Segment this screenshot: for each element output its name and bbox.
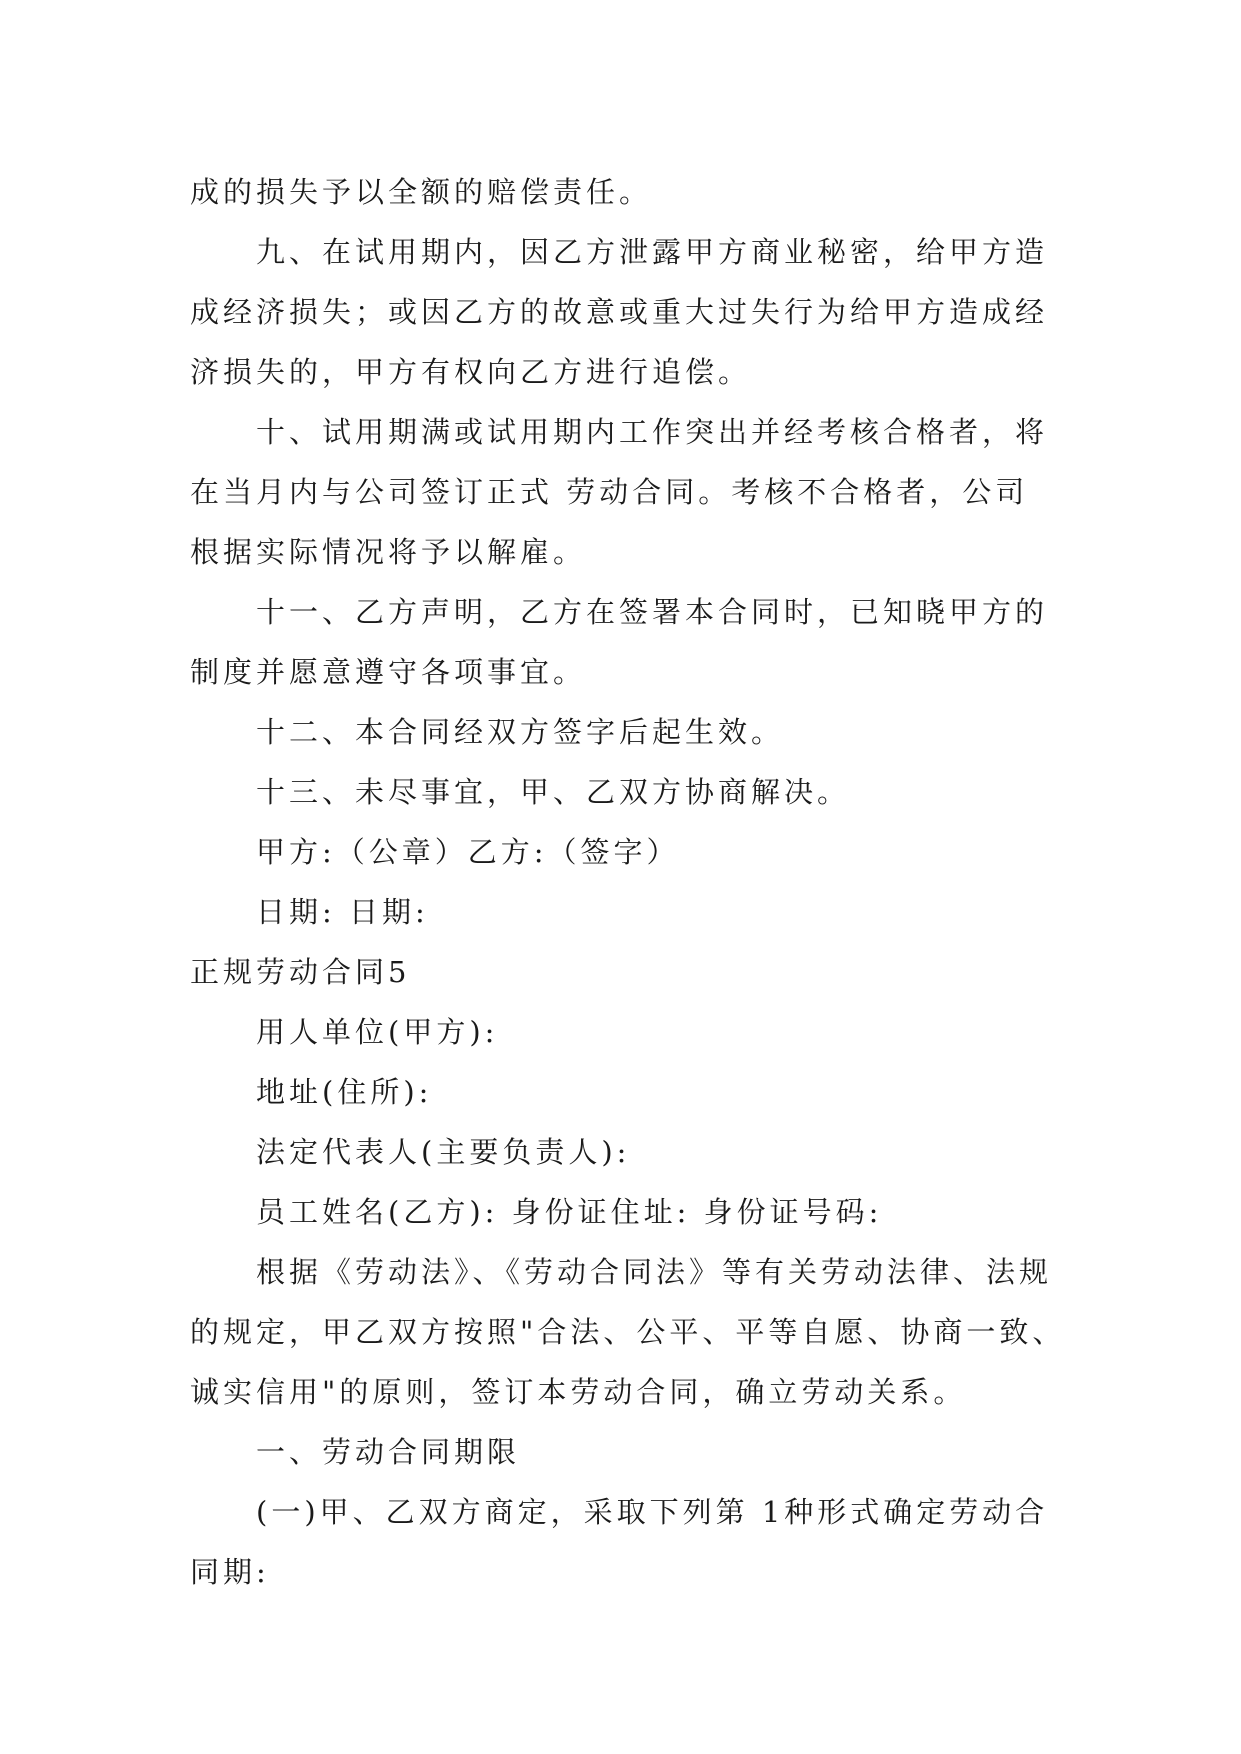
text-line: 成的损失予以全额的赔偿责任。: [190, 175, 653, 209]
text-line: 十、试用期满或试用期内工作突出并经考核合格者，将: [256, 415, 1049, 449]
text-line: 根据《劳动法》、《劳动合同法》等有关劳动法律、法规: [256, 1255, 1053, 1289]
text-line: 制度并愿意遵守各项事宜。: [190, 655, 587, 689]
date-line: 日期: 日期:: [256, 895, 429, 929]
employee-info-field: 员工姓名(乙方): 身份证住址: 身份证号码:: [256, 1195, 883, 1229]
document-body: [190, 162, 1070, 1602]
address-field: 地址(住所):: [256, 1075, 433, 1109]
text-line: 十三、未尽事宜，甲、乙双方协商解决。: [256, 775, 851, 809]
text-line: 同期:: [190, 1555, 270, 1589]
text-line: 根据实际情况将予以解雇。: [190, 535, 587, 569]
text-line: 的规定，甲乙双方按照"合法、公平、平等自愿、协商一致、: [190, 1315, 1066, 1349]
text-line: 济损失的，甲方有权向乙方进行追偿。: [190, 355, 752, 389]
text-line: 成经济损失；或因乙方的故意或重大过失行为给甲方造成经: [190, 295, 1049, 329]
clause-heading: 一、劳动合同期限: [256, 1435, 521, 1469]
text-line: 九、在试用期内，因乙方泄露甲方商业秘密，给甲方造: [256, 235, 1049, 269]
text-line: 在当月内与公司签订正式 劳动合同。考核不合格者，公司: [190, 475, 1029, 509]
section-heading: 正规劳动合同5: [190, 955, 411, 989]
signature-parties-line: 甲方:（公章）乙方:（签字）: [256, 835, 680, 869]
text-line: 十二、本合同经双方签字后起生效。: [256, 715, 785, 749]
text-line: 诚实信用"的原则，签订本劳动合同，确立劳动关系。: [190, 1375, 967, 1409]
legal-representative-field: 法定代表人(主要负责人):: [256, 1135, 631, 1169]
text-line: 十一、乙方声明，乙方在签署本合同时，已知晓甲方的: [256, 595, 1049, 629]
employer-field: 用人单位(甲方):: [256, 1015, 499, 1049]
text-line: (一)甲、乙双方商定，采取下列第 1种形式确定劳动合: [256, 1495, 1049, 1529]
